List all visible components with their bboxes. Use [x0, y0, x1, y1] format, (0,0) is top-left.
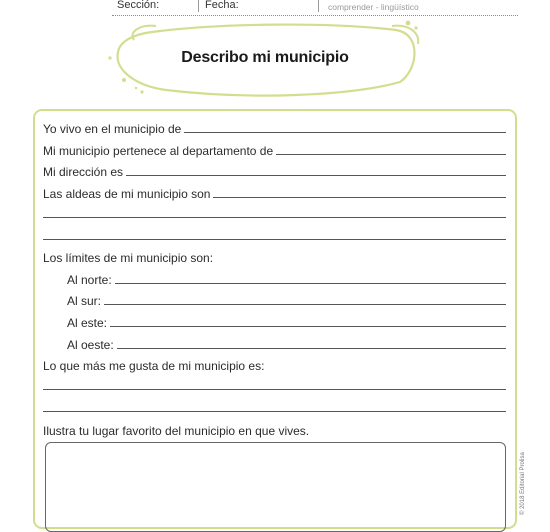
- favorito-label: Lo que más me gusta de mi municipio es:: [43, 359, 265, 373]
- aldeas-extra-line[interactable]: [43, 239, 506, 240]
- form-row-sur: [67, 292, 506, 308]
- form-row-aldeas: [43, 185, 506, 201]
- header-divider: [318, 0, 319, 12]
- oeste-label: Al oeste:: [67, 338, 114, 352]
- form-row-municipio: [43, 120, 506, 136]
- form-row-este: [67, 314, 506, 330]
- seccion-label: Sección:: [117, 0, 160, 11]
- form-row-oeste: [67, 336, 506, 352]
- header-rule: [112, 15, 518, 16]
- departamento-label: Mi municipio pertenece al departamento de: [43, 144, 274, 158]
- municipio-label: Yo vivo en el municipio de: [43, 122, 182, 136]
- sur-answer-line[interactable]: [104, 304, 506, 305]
- favorito-heading-row: [43, 357, 506, 373]
- skill-label: comprender - lingüístico: [328, 2, 419, 12]
- este-answer-line[interactable]: [110, 326, 506, 327]
- form-row-departamento: [43, 142, 506, 158]
- form-row-direccion: [43, 163, 506, 179]
- ilustra-label: Ilustra tu lugar favorito del municipio en que vives.: [43, 424, 310, 438]
- limites-heading: Los límites de mi municipio son:: [43, 251, 214, 265]
- title-banner: [100, 18, 430, 104]
- favorito-answer-line[interactable]: [43, 411, 506, 412]
- este-label: Al este:: [67, 316, 108, 330]
- aldeas-extra-line[interactable]: [43, 217, 506, 218]
- oeste-answer-line[interactable]: [117, 348, 506, 349]
- drawing-area[interactable]: [45, 442, 506, 532]
- departamento-answer-line[interactable]: [276, 154, 506, 155]
- limites-heading-row: [43, 249, 506, 265]
- form-row-norte: [67, 271, 506, 287]
- copyright-credit: © 2018 Editorial Prolisa: [520, 452, 526, 515]
- header-divider: [198, 0, 199, 12]
- direccion-answer-line[interactable]: [126, 175, 506, 176]
- aldeas-answer-line[interactable]: [213, 197, 506, 198]
- norte-answer-line[interactable]: [115, 283, 506, 284]
- municipio-answer-line[interactable]: [184, 132, 506, 133]
- fecha-label: Fecha:: [205, 0, 239, 11]
- norte-label: Al norte:: [67, 273, 112, 287]
- aldeas-label: Las aldeas de mi municipio son: [43, 187, 211, 201]
- direccion-label: Mi dirección es: [43, 165, 124, 179]
- sur-label: Al sur:: [67, 294, 102, 308]
- page-title: Describo mi municipio: [181, 49, 349, 66]
- favorito-answer-line[interactable]: [43, 389, 506, 390]
- ilustra-heading-row: [43, 422, 506, 438]
- worksheet-header: [0, 0, 550, 18]
